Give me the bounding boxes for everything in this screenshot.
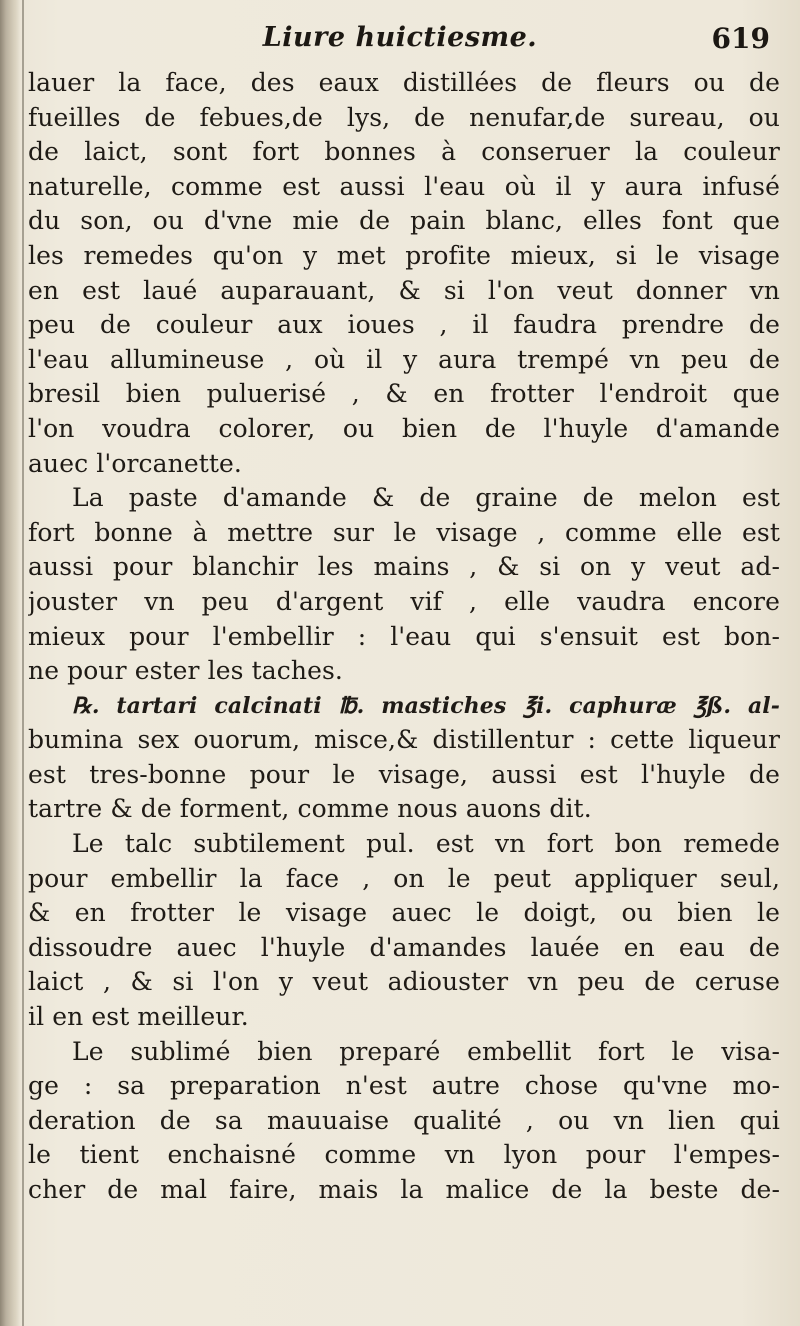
text-line: pour embellir la face , on le peut appliquer seul, <box>28 863 780 893</box>
text-line: est tres-bonne pour le visage, aussi est l'huyle de <box>28 759 780 789</box>
paragraph-start-line: Le sublimé bien preparé embellit fort le visa- <box>72 1036 780 1066</box>
text-line: il en est meilleur. <box>28 1002 249 1032</box>
text-line: fort bonne à mettre sur le visage , comme elle est <box>28 517 780 547</box>
text-line: dissoudre auec l'huyle d'amandes lauée en eau de <box>28 932 780 962</box>
paragraph-start-line: La paste d'amande & de graine de melon est <box>72 483 780 513</box>
text-line: auec l'orcanette. <box>28 448 242 478</box>
text-line: laict , & si l'on y veut adiouster vn peu de ceruse <box>28 967 780 997</box>
text-line: peu de couleur aux ioues , il faudra prendre de <box>28 310 780 340</box>
text-line: ge : sa preparation n'est autre chose qu'vne mo- <box>28 1071 780 1101</box>
running-title: Liure huictiesme. <box>262 22 538 53</box>
spine-edge <box>0 0 20 1326</box>
text-line: fueilles de febues,de lys, de nenufar,de sureau, ou <box>28 102 780 132</box>
text-line: ne pour ester les taches. <box>28 656 343 686</box>
margin-rule <box>22 0 24 1326</box>
text-line: naturelle, comme est aussi l'eau où il y aura infusé <box>28 171 780 201</box>
text-line: les remedes qu'on y met profite mieux, si le visage <box>28 240 780 270</box>
text-line: du son, ou d'vne mie de pain blanc, elles font que <box>28 206 780 236</box>
text-line: en est laué auparauant, & si l'on veut donner vn <box>28 275 780 305</box>
text-line: l'on voudra colorer, ou bien de l'huyle d'amande <box>28 413 780 443</box>
text-line: le tient enchaisné comme vn lyon pour l'empes- <box>28 1140 780 1170</box>
text-line: & en frotter le visage auec le doigt, ou bien le <box>28 898 780 928</box>
text-line: cher de mal faire, mais la malice de la beste de- <box>28 1175 780 1204</box>
text-line: lauer la face, des eaux distillées de fleurs ou de <box>28 68 780 97</box>
text-line: de laict, sont fort bonnes à conseruer la couleur <box>28 137 780 167</box>
text-line: l'eau allumineuse , où il y aura trempé vn peu de <box>28 344 780 374</box>
text-line: aussi pour blanchir les mains , & si on y veut ad- <box>28 552 780 582</box>
recipe-line: ℞. tartari calcinati ℔. mastiches ℥i. caphuræ ℥ß. al- <box>72 692 780 719</box>
text-line: jouster vn peu d'argent vif , elle vaudra encore <box>28 586 780 616</box>
body-text <box>28 66 780 1208</box>
page-number: 619 <box>711 22 770 55</box>
text-line: bresil bien puluerisé , & en frotter l'endroit que <box>28 379 780 409</box>
text-line: deration de sa mauuaise qualité , ou vn lien qui <box>28 1105 780 1135</box>
text-line: mieux pour l'embellir : l'eau qui s'ensuit est bon- <box>28 621 780 651</box>
paragraph-start-line: Le talc subtilement pul. est vn fort bon remede <box>72 829 780 859</box>
page-header <box>0 22 800 66</box>
text-line: tartre & de forment, comme nous auons dit. <box>28 794 592 824</box>
text-line: bumina sex ouorum, misce,& distillentur : cette liqueur <box>28 725 780 755</box>
